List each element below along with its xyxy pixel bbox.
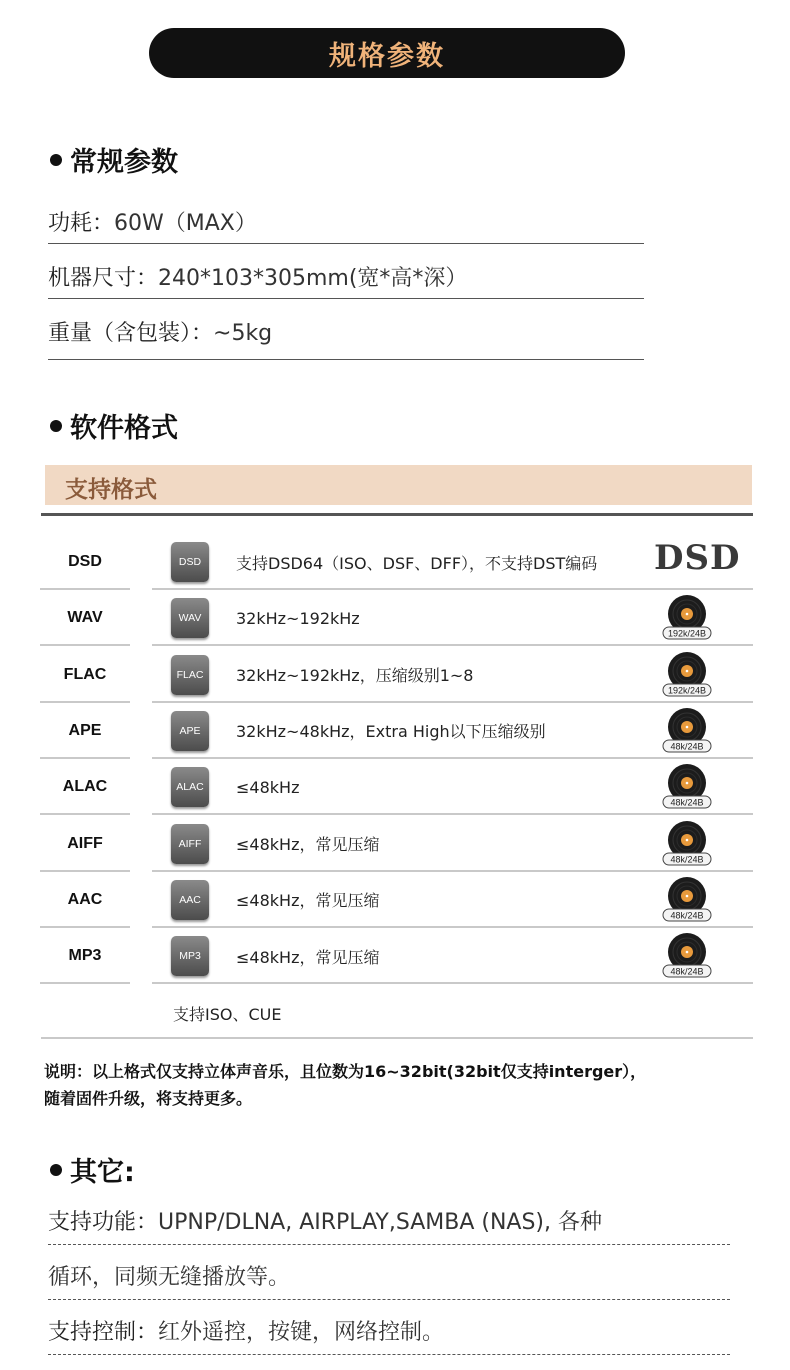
format-name: ALAC <box>62 778 108 796</box>
format-name: APE <box>68 721 102 739</box>
vinyl-disc-icon <box>660 820 714 870</box>
section-heading-text: 其它: <box>70 1157 135 1188</box>
disc-badge-label: 48k/24B <box>670 910 704 921</box>
vinyl-disc-icon <box>660 763 714 813</box>
bullet-icon <box>50 154 62 166</box>
band-divider <box>41 513 753 516</box>
format-icon: AIFF <box>171 824 209 864</box>
section-heading-software <box>50 406 178 445</box>
format-description: 32kHz~192kHz <box>236 608 360 628</box>
format-icon: ALAC <box>171 767 209 807</box>
table-divider <box>41 1037 753 1039</box>
format-description: ≤48kHz，常见压缩 <box>236 835 380 854</box>
bullet-icon <box>50 420 62 432</box>
param-value: 60W（MAX） <box>114 211 257 236</box>
format-icon: WAV <box>171 598 209 638</box>
format-name: FLAC <box>63 665 107 683</box>
disc-badge-label: 192k/24B <box>667 628 707 639</box>
format-row <box>40 647 753 703</box>
format-row <box>40 590 753 646</box>
row-divider <box>152 982 753 984</box>
format-name: AAC <box>67 890 103 908</box>
disc-badge-label: 48k/24B <box>670 741 704 752</box>
vinyl-disc-icon <box>660 876 714 926</box>
param-label: 功耗： <box>48 211 115 236</box>
other-value: 循环，同频无缝播放等。 <box>48 1265 291 1290</box>
vinyl-disc-icon <box>660 594 714 644</box>
page-title: 规格参数 <box>329 40 445 72</box>
other-functions-cont <box>48 1260 730 1300</box>
vinyl-disc-icon <box>660 651 714 701</box>
param-value: 240*103*305mm(宽*高*深） <box>158 266 468 291</box>
param-value: ~5kg <box>213 321 273 346</box>
format-icon: APE <box>171 711 209 751</box>
param-power <box>48 206 644 244</box>
format-description: ≤48kHz，常见压缩 <box>236 891 380 911</box>
format-row <box>40 816 753 872</box>
section-heading-other <box>50 1150 135 1189</box>
formats-band <box>45 465 752 505</box>
title-pill <box>149 28 625 78</box>
disc-badge-label: 48k/24B <box>670 854 704 864</box>
format-row <box>40 759 753 815</box>
other-value: 红外遥控，按键，网络控制。 <box>158 1320 445 1345</box>
format-description: 32kHz~48kHz，Extra High以下压缩级别 <box>236 722 546 742</box>
section-heading-general <box>50 140 178 179</box>
format-row <box>40 928 753 984</box>
note-line: 说明：以上格式仅支持立体声音乐，且位数为16~32bit(32bit仅支持interger）， <box>44 1062 647 1081</box>
other-label: 支持控制： <box>48 1320 159 1345</box>
format-note <box>44 1058 754 1112</box>
format-description: ≤48kHz，常见压缩 <box>236 947 380 967</box>
format-icon: AAC <box>171 880 209 920</box>
param-label: 重量（含包装）： <box>48 321 214 346</box>
format-name: AIFF <box>67 834 103 852</box>
format-icon: MP3 <box>171 936 209 976</box>
format-icon: DSD <box>171 542 209 582</box>
row-divider <box>40 982 130 984</box>
note-line: 随着固件升级，将支持更多。 <box>44 1089 253 1108</box>
section-heading-text: 常规参数 <box>70 147 178 178</box>
format-description: 32kHz~192kHz，压缩级别1~8 <box>236 666 474 686</box>
other-control <box>48 1315 730 1355</box>
other-value: UPNP/DLNA, AIRPLAY,SAMBA (NAS), 各种 <box>158 1210 603 1235</box>
vinyl-disc-icon <box>660 932 714 982</box>
disc-badge-label: 48k/24B <box>670 966 704 977</box>
format-name: WAV <box>67 609 103 627</box>
vinyl-disc-icon <box>660 707 714 757</box>
bullet-icon <box>50 1164 62 1176</box>
format-description: 支持DSD64（ISO、DSF、DFF），不支持DST编码 <box>236 553 598 573</box>
disc-badge-label: 192k/24B <box>667 685 707 696</box>
format-name: MP3 <box>68 947 102 965</box>
format-name: DSD <box>68 553 102 570</box>
param-dimensions <box>48 261 644 299</box>
param-label: 机器尺寸： <box>48 266 159 291</box>
format-row <box>40 703 753 759</box>
other-label: 支持功能： <box>48 1210 159 1235</box>
format-icon: FLAC <box>171 655 209 695</box>
band-title: 支持格式 <box>65 477 157 503</box>
section-heading-text: 软件格式 <box>70 413 178 444</box>
format-row <box>40 872 753 928</box>
format-row <box>40 534 753 590</box>
extra-support: 支持ISO、CUE <box>173 1005 282 1024</box>
param-weight <box>48 316 644 360</box>
dsd-logo: DSD <box>654 538 741 578</box>
format-description: ≤48kHz <box>236 777 300 797</box>
other-functions <box>48 1205 730 1245</box>
disc-badge-label: 48k/24B <box>670 797 704 808</box>
